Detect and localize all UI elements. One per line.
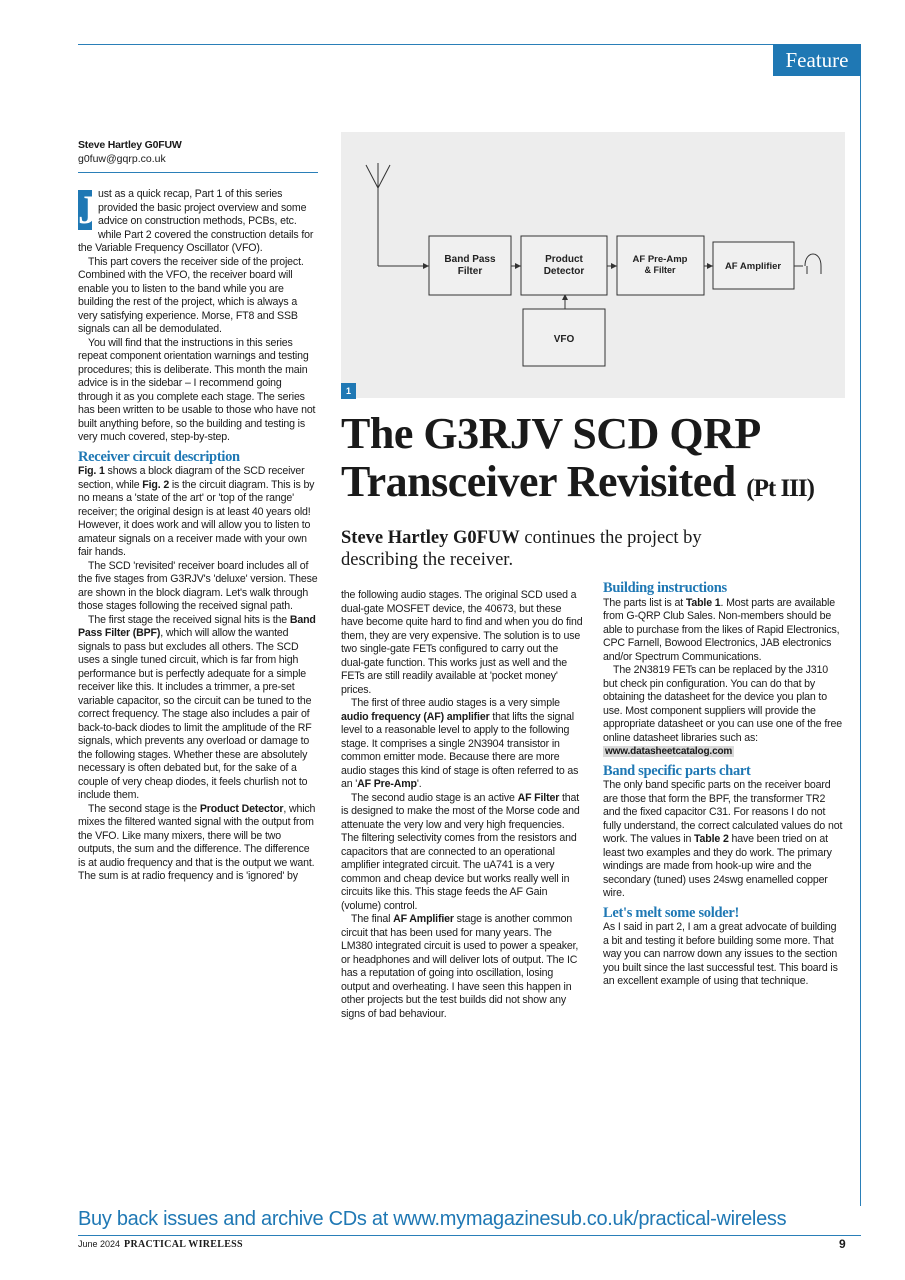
bold-term: AF Filter xyxy=(517,791,560,804)
top-rule xyxy=(78,44,861,45)
paragraph xyxy=(78,614,319,803)
block-diagram-svg xyxy=(341,132,845,398)
standfirst-text: continues the project by describing the receiver. xyxy=(341,528,702,570)
paragraph xyxy=(341,792,583,914)
paragraph-text: shows a block diagram of the SCD receiver section, while xyxy=(78,465,305,491)
paragraph-text: The second audio stage is an active xyxy=(351,791,518,804)
bold-term: AF Amplifier xyxy=(393,913,454,925)
arrow-to-pd xyxy=(515,263,521,269)
drop-cap: J xyxy=(78,187,98,232)
paragraph: The SCD 'revisited' receiver board includes all of the five stages from G3RJV's 'deluxe' version. These are shown in the block diagram. Let's walk through those stages following the received signal path. xyxy=(78,559,318,612)
bottom-rule xyxy=(78,1235,861,1236)
title-main: The G3RJV SCD QRP Transceiver Revisited xyxy=(341,409,759,506)
afamp-label: AF Amplifier xyxy=(724,261,782,272)
column-1 xyxy=(78,188,319,884)
bold-ref: Table 1 xyxy=(685,596,721,609)
paragraph: the following audio stages. The original SCD used a dual-gate MOSFET device, the 40673, but these have become quite hard to find and when you do find them, they are very expensive. The solution is to use two single-gate FETs configured to carry out the dual-gate function. This works just as well and the FETs are still readily available at 'pocket money' prices. xyxy=(341,589,583,696)
paragraph-text: , which mixes the filtered wanted signal with the output from the VFO. Like many mixers, there will be two outputs, the sum and the difference. The difference is at audio frequency and that is the output we want. The sum is at radio frequency and is 'ignored' by xyxy=(78,802,316,882)
pd-label-1: Product xyxy=(545,254,583,265)
title-part: (Pt III) xyxy=(746,475,814,502)
author-rule xyxy=(78,172,318,173)
bpf-label-1: Band Pass xyxy=(444,254,496,265)
paragraph-text: The only band specific parts on the receiver board are those that form the BPF, the transformer TR2 and the fixed capacitor C31. For reasons I do not fully understand, the correct calculated values do not work. The values in xyxy=(603,779,843,845)
intro-paragraph xyxy=(78,188,319,256)
paragraph-text: have been tried on at least two examples and they do work. The primary windings are made from hook-up wire and the secondary (tuned) uses 24swg enamelled copper wire. xyxy=(603,833,832,899)
paragraph xyxy=(78,803,319,884)
block-diagram xyxy=(341,132,845,398)
issue-date: June 2024 xyxy=(78,1239,121,1249)
paragraph xyxy=(341,697,583,792)
paragraph-text: that lifts the signal level to a reasonable level to apply to the following stage. It comprises a single 2N3904 transistor in common emitter mode. Because there are more audio stages this kind of stage is often referred to as an ' xyxy=(341,710,579,790)
standfirst-author: Steve Hartley G0FUW xyxy=(341,528,520,548)
author-email: g0fuw@gqrp.co.uk xyxy=(78,153,166,165)
link-paragraph xyxy=(603,745,843,759)
author-block xyxy=(78,139,318,173)
author-name: Steve Hartley G0FUW xyxy=(78,139,182,151)
afpre-label-1: AF Pre-Amp xyxy=(632,254,688,265)
paragraph-text: The first of three audio stages is a very simple xyxy=(351,697,560,709)
paragraph-text: '. xyxy=(416,778,422,790)
vfo-label: VFO xyxy=(553,334,575,345)
column-2 xyxy=(341,589,583,1021)
afpre-label-2: & Filter xyxy=(644,265,676,275)
paragraph xyxy=(603,597,843,665)
paragraph-text: stage is another common circuit that has been used for many years. The LM380 integrated circuit is used to power a speaker, or headphones and will deliver lots of output. The IC has a reputation of going into oscillation, losing output and overheating. I have seen this happen in other projects but the test builds did not show any signs of bad behaviour. xyxy=(341,913,579,1020)
pd-label-2: Detector xyxy=(543,266,585,277)
bold-term: audio frequency (AF) amplifier xyxy=(341,710,490,723)
bpf-label-2: Filter xyxy=(457,266,483,277)
bold-term: AF Pre-Amp xyxy=(357,778,417,790)
bold-ref: Fig. 1 xyxy=(78,465,105,477)
bold-ref: Fig. 2 xyxy=(142,478,170,491)
paragraph xyxy=(603,779,843,901)
paragraph xyxy=(341,913,583,1021)
paragraph-text: ust as a quick recap, Part 1 of this series provided the basic project overview and some advice on construction methods, PCBs, etc. while Part 2 covered the construction details for the Variable Frequency Oscillator (VFO). xyxy=(78,188,314,254)
section-heading: Let's melt some solder! xyxy=(603,904,740,921)
standfirst xyxy=(341,527,781,571)
paragraph-text: The first stage the received signal hits is the xyxy=(88,613,290,626)
paragraph xyxy=(78,465,319,560)
paragraph: This part covers the receiver side of the project. Combined with the VFO, the receiver board will enable you to listen to the band while you are building the rest of the project, which is always a very satisfying experience. Morse, FT8 and SSB signals can all be demodulated. xyxy=(78,255,304,335)
paragraph: You will find that the instructions in this series repeat component orientation warnings and testing procedures; this is deliberate. This month the main advice is in the sidebar – I recommend going through it as you complete each stage. The series has been written to be usable to those who have not built anything before, so the building and testing is very much covered, step-by-step. xyxy=(78,336,316,443)
section-heading: Building instructions xyxy=(603,580,727,596)
paragraph-text: The parts list is at xyxy=(603,596,686,609)
article-title xyxy=(341,410,861,513)
page-number: 9 xyxy=(839,1237,846,1251)
arrow-to-afpre xyxy=(611,263,617,269)
antenna-arm-right xyxy=(378,165,390,188)
paragraph-text: The final xyxy=(351,913,394,925)
paragraph-text: , which will allow the wanted signals to pass but excludes all others. The SCD uses a single tuned circuit, which is far from high performance but is perfectly adequate for a simple receiver like this. It includes a trimmer, a pre-set variable capacitor, so the circuit can be tuned to the correct frequency. The stage also includes a pair of back-to-back diodes to limit the amplitude of the RF signals, which prevents any overload or damage to the following stages. Whether these are absolutely necessary is often debated but, for the sake of a couple of very cheap diodes, it feels churlish not to include them. xyxy=(78,627,312,801)
bold-ref: Table 2 xyxy=(694,833,729,845)
figure-number: 1 xyxy=(341,383,356,399)
paragraph-text: that is designed to make the most of the Morse code and attenuate the very low and very high frequencies. The filtering selectivity comes from the resistors and capacitors that are connected to an operational amplifier integrated circuit. The uA741 is a very common and cheap device but works really well in circuits like this. This stage feeds the AF Gain (volume) control. xyxy=(341,791,580,912)
right-rule xyxy=(860,76,861,1206)
paragraph: The 2N3819 FETs can be replaced by the J310 but check pin configuration. You can do that by obtaining the datasheet for the device you plan to use. Most component suppliers will provide the appropriate datasheet or you can use one of the free online datasheet libraries such as: xyxy=(603,664,842,744)
headphones-icon xyxy=(805,254,821,274)
antenna-arm-left xyxy=(366,165,378,188)
paragraph-text: is the circuit diagram. This is by no means a 'state of the art' or 'top of the range' receiver; the original design is at least 40 years old! However, it does work and will allow you to listen to amateur signals on a receiver made with your own fair hands. xyxy=(78,478,315,558)
magazine-name: PRACTICAL WIRELESS xyxy=(124,1239,243,1250)
bold-term: Band Pass Filter (BPF) xyxy=(78,613,316,639)
section-tag: Feature xyxy=(773,44,861,76)
datasheet-link[interactable]: www.datasheetcatalog.com xyxy=(605,746,733,757)
paragraph: As I said in part 2, I am a great advocate of building a bit and testing it before building some more. That way you can narrow down any issues to the section you built since the last successful test. This board is an excellent example of using that technique. xyxy=(603,921,838,987)
section-heading: Receiver circuit description xyxy=(78,448,240,465)
bold-term: Product Detector xyxy=(199,802,284,815)
footer-info xyxy=(78,1239,243,1250)
column-3 xyxy=(603,580,843,989)
section-heading: Band specific parts chart xyxy=(603,762,751,779)
paragraph-text: The second stage is the xyxy=(88,802,200,815)
promo-banner[interactable]: Buy back issues and archive CDs at www.mymagazinesub.co.uk/practical-wireless xyxy=(78,1208,787,1230)
arrow-to-bpf xyxy=(423,263,429,269)
arrow-to-afamp xyxy=(707,263,713,269)
paragraph-text: . Most parts are available from G-QRP Club Sales. Non-members should be able to purchase from the likes of Rapid Electronics, CPC Farnell, Bowood Electronics, JAB electronics and/or Spectrum Communications. xyxy=(603,596,840,663)
